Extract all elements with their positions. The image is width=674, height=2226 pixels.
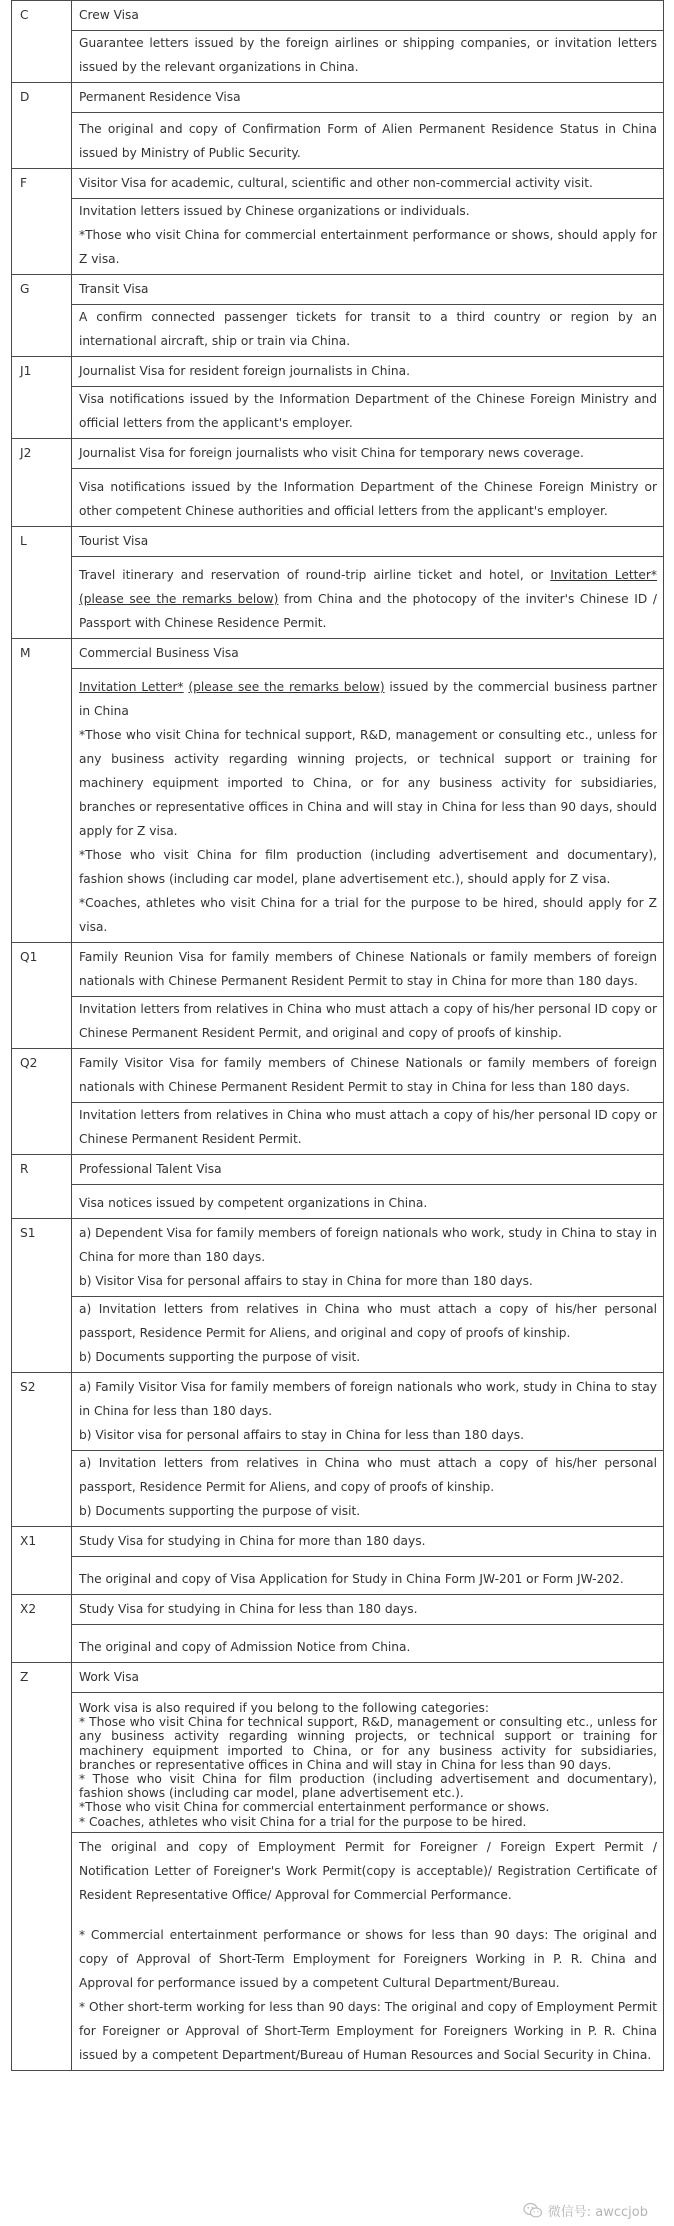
visa-title bbox=[72, 943, 664, 997]
visa-title bbox=[72, 169, 664, 199]
visa-docs-row bbox=[12, 1297, 664, 1373]
visa-title bbox=[72, 1, 664, 31]
required-documents bbox=[72, 1185, 664, 1219]
required-documents bbox=[72, 1625, 664, 1663]
doc-text: Invitation letters from relatives in China who must attach a copy of his/her personal ID copy or Chinese Permanent Resident Permit, and original and copy of proofs of kinship. bbox=[79, 1002, 657, 1040]
required-documents bbox=[72, 1451, 664, 1527]
visa-title bbox=[72, 1373, 664, 1451]
visa-code: L bbox=[12, 527, 72, 639]
visa-docs-row bbox=[12, 387, 664, 439]
doc-line bbox=[79, 1191, 657, 1215]
visa-title-text: Permanent Residence Visa bbox=[79, 90, 241, 104]
visa-code: C bbox=[12, 1, 72, 83]
doc-line bbox=[79, 223, 657, 271]
doc-text: The original and copy of Visa Application for Study in China Form JW-201 or Form JW-202. bbox=[79, 1572, 624, 1586]
doc-line bbox=[79, 1499, 657, 1523]
doc-line bbox=[79, 997, 657, 1045]
doc-text: *Those who visit China for commercial entertainment performance or shows. bbox=[79, 1800, 550, 1815]
visa-docs-row bbox=[12, 113, 664, 169]
doc-line bbox=[79, 1635, 657, 1659]
doc-line bbox=[79, 1907, 657, 1923]
watermark-label: 微信号: awccjob bbox=[547, 2205, 648, 2220]
visa-code: X1 bbox=[12, 1527, 72, 1595]
doc-line bbox=[79, 31, 657, 79]
doc-line bbox=[79, 723, 657, 843]
doc-line bbox=[79, 563, 657, 635]
doc-line bbox=[79, 1451, 657, 1499]
visa-title-text: Transit Visa bbox=[79, 282, 149, 296]
required-documents bbox=[72, 387, 664, 439]
visa-title bbox=[72, 1049, 664, 1103]
visa-code: M bbox=[12, 639, 72, 943]
wechat-watermark bbox=[523, 2201, 648, 2220]
visa-row-z bbox=[12, 1663, 664, 1693]
required-documents bbox=[72, 1693, 664, 1833]
doc-text: issued by the commercial business partner in China bbox=[79, 680, 658, 718]
doc-text: Visa notices issued by competent organizations in China. bbox=[79, 1196, 428, 1210]
required-documents bbox=[72, 469, 664, 527]
visa-code: S1 bbox=[12, 1219, 72, 1373]
remark-link[interactable]: Invitation Letter* bbox=[550, 568, 657, 582]
visa-title bbox=[72, 275, 664, 305]
visa-title bbox=[72, 1663, 664, 1693]
visa-code: F bbox=[12, 169, 72, 275]
visa-title-text: Study Visa for studying in China for more than 180 days. bbox=[79, 1534, 426, 1548]
visa-code: D bbox=[12, 83, 72, 169]
visa-docs-row bbox=[12, 1451, 664, 1527]
visa-docs-row bbox=[12, 1625, 664, 1663]
visa-code: Q1 bbox=[12, 943, 72, 1049]
doc-text: * Coaches, athletes who visit China for a trial for the purpose to be hired. bbox=[79, 1814, 527, 1829]
doc-line bbox=[79, 1103, 657, 1151]
visa-title-text: Professional Talent Visa bbox=[79, 1162, 222, 1176]
doc-line bbox=[79, 475, 657, 523]
visa-docs-row bbox=[12, 31, 664, 83]
visa-row-s2 bbox=[12, 1373, 664, 1451]
doc-line bbox=[79, 1995, 657, 2067]
doc-line bbox=[79, 1800, 657, 1814]
visa-code: J2 bbox=[12, 439, 72, 527]
doc-line bbox=[79, 387, 657, 435]
visa-docs-row bbox=[12, 1693, 664, 1833]
visa-row-x2 bbox=[12, 1595, 664, 1625]
visa-title bbox=[72, 83, 664, 113]
visa-code: Z bbox=[12, 1663, 72, 2071]
required-documents bbox=[72, 669, 664, 943]
doc-text: *Coaches, athletes who visit China for a trial for the purpose to be hired, should apply for Z visa. bbox=[79, 896, 657, 934]
visa-row-m bbox=[12, 639, 664, 669]
visa-docs-row bbox=[12, 669, 664, 943]
doc-text: *Those who visit China for commercial entertainment performance or shows, should apply for Z visa. bbox=[79, 228, 657, 266]
visa-title bbox=[72, 357, 664, 387]
visa-row-f bbox=[12, 169, 664, 199]
visa-docs-row bbox=[12, 1103, 664, 1155]
doc-text: Visa notifications issued by the Information Department of the Chinese Foreign Ministry or other competent Chinese authorities and official letters from the applicant's employer. bbox=[79, 480, 657, 518]
doc-text: a) Invitation letters from relatives in China who must attach a copy of his/her personal passport, Residence Permit for Aliens, and original and copy of proofs of kinship. bbox=[79, 1302, 657, 1340]
doc-text: The original and copy of Employment Permit for Foreigner / Foreign Expert Permit / Notification Letter of Foreigner's Work Permit(copy is acceptable)/ Registration Certificate of Resident Representative Office/ Approval for Commercial Performance. bbox=[79, 1839, 657, 1902]
doc-line bbox=[79, 1772, 657, 1800]
visa-requirements-table bbox=[11, 0, 664, 2071]
doc-line bbox=[79, 117, 657, 165]
visa-title-text: Visitor Visa for academic, cultural, scientific and other non-commercial activity visit. bbox=[79, 176, 593, 190]
remark-link[interactable]: (please see the remarks below) bbox=[79, 592, 279, 606]
visa-title-line: a) Dependent Visa for family members of foreign nationals who work, study in China to stay in China for more than 180 days. bbox=[79, 1226, 657, 1264]
visa-title bbox=[72, 1595, 664, 1625]
visa-row-g bbox=[12, 275, 664, 305]
visa-title-text: Journalist Visa for foreign journalists who visit China for temporary news coverage. bbox=[79, 446, 584, 460]
required-documents bbox=[72, 305, 664, 357]
visa-title-text: Study Visa for studying in China for less than 180 days. bbox=[79, 1602, 418, 1616]
visa-row-d bbox=[12, 83, 664, 113]
required-documents bbox=[72, 1297, 664, 1373]
doc-text: * Those who visit China for technical support, R&D, management or consulting etc., unless for any business activity regarding winning projects, or technical support or training for machinery equipment imported to China, or for any business activity for subsidiaries, branches or representative offices in China and will stay in China for less than 90 days. bbox=[79, 1715, 657, 1772]
doc-line bbox=[79, 1715, 657, 1772]
doc-text: a) Invitation letters from relatives in China who must attach a copy of his/her personal passport, Residence Permit for Aliens, and copy of proofs of kinship. bbox=[79, 1456, 657, 1494]
visa-title-text: Family Reunion Visa for family members of Chinese Nationals or family members of foreign nationals with Chinese Permanent Resident Permit to stay in China for more than 180 days. bbox=[79, 950, 657, 988]
doc-text: *Those who visit China for technical support, R&D, management or consulting etc., unless for any business activity regarding winning projects, or technical support or training for machinery equipment imported to China, or for any business activity for subsidiaries, branches or representative offices in China and will stay in China for less than 90 days, should apply for Z visa. bbox=[79, 728, 657, 838]
doc-line bbox=[79, 1815, 657, 1829]
doc-line bbox=[79, 1923, 657, 1995]
visa-code: X2 bbox=[12, 1595, 72, 1663]
visa-docs-row bbox=[12, 557, 664, 639]
required-documents bbox=[72, 31, 664, 83]
doc-line bbox=[79, 199, 657, 223]
doc-line bbox=[79, 675, 657, 723]
visa-row-l bbox=[12, 527, 664, 557]
doc-line bbox=[79, 1567, 657, 1591]
required-documents bbox=[72, 199, 664, 275]
visa-docs-row bbox=[12, 469, 664, 527]
doc-text: Work visa is also required if you belong to the following categories: bbox=[79, 1701, 489, 1715]
required-documents bbox=[72, 557, 664, 639]
doc-line bbox=[79, 1701, 657, 1715]
visa-title bbox=[72, 1527, 664, 1557]
remark-link[interactable]: (please see the remarks below) bbox=[188, 680, 385, 694]
doc-line bbox=[79, 305, 657, 353]
visa-title-text: Work Visa bbox=[79, 1670, 140, 1684]
doc-line bbox=[79, 1345, 657, 1369]
doc-line bbox=[79, 1297, 657, 1345]
remark-link[interactable]: Invitation Letter* bbox=[79, 680, 184, 694]
visa-title-text: Crew Visa bbox=[79, 8, 139, 22]
visa-docs-row bbox=[12, 997, 664, 1049]
visa-title bbox=[72, 1219, 664, 1297]
visa-title-line: a) Family Visitor Visa for family members of foreign nationals who work, study in China to stay in China for less than 180 days. bbox=[79, 1380, 657, 1418]
visa-row-r bbox=[12, 1155, 664, 1185]
wechat-icon bbox=[523, 2202, 543, 2219]
doc-text: The original and copy of Admission Notice from China. bbox=[79, 1640, 411, 1654]
doc-text: * Commercial entertainment performance or shows for less than 90 days: The original and copy of Approval of Short-Term Employment for Foreigners Working in P. R. China and Approval for performance issued by a competent Cultural Department/Bureau. bbox=[79, 1927, 657, 1990]
required-documents bbox=[72, 1557, 664, 1595]
doc-text: b) Documents supporting the purpose of visit. bbox=[79, 1504, 361, 1518]
visa-code: J1 bbox=[12, 357, 72, 439]
visa-row-q2 bbox=[12, 1049, 664, 1103]
doc-text: A confirm connected passenger tickets for transit to a third country or region by an international aircraft, ship or train via China. bbox=[79, 310, 657, 348]
visa-docs-row bbox=[12, 199, 664, 275]
visa-title-text: Commercial Business Visa bbox=[79, 646, 239, 660]
doc-text: The original and copy of Confirmation Form of Alien Permanent Residence Status in China issued by Ministry of Public Security. bbox=[79, 122, 657, 160]
doc-text: Travel itinerary and reservation of round-trip airline ticket and hotel, or bbox=[79, 568, 551, 582]
doc-line bbox=[79, 891, 657, 939]
required-documents-secondary bbox=[72, 1832, 664, 2070]
doc-text: * Those who visit China for film production (including advertisement and documentary), fashion shows (including car model, plane advertisement etc.). bbox=[79, 1772, 657, 1801]
visa-title bbox=[72, 639, 664, 669]
visa-title-text: Tourist Visa bbox=[79, 534, 149, 548]
visa-docs-row bbox=[12, 1185, 664, 1219]
visa-title bbox=[72, 527, 664, 557]
doc-line bbox=[79, 843, 657, 891]
visa-row-j1 bbox=[12, 357, 664, 387]
required-documents bbox=[72, 1103, 664, 1155]
visa-row-s1 bbox=[12, 1219, 664, 1297]
visa-title-line: b) Visitor visa for personal affairs to stay in China for less than 180 days. bbox=[79, 1428, 524, 1442]
visa-code: R bbox=[12, 1155, 72, 1219]
visa-row-j2 bbox=[12, 439, 664, 469]
doc-text: * Other short-term working for less than 90 days: The original and copy of Employment Permit for Foreigner or Approval of Short-Term Employment for Foreigners Working in P. R. China issued by a competent Department/Bureau of Human Resources and Social Security in China. bbox=[79, 1999, 657, 2062]
doc-text: Invitation letters from relatives in China who must attach a copy of his/her personal ID copy or Chinese Permanent Resident Permit. bbox=[79, 1108, 657, 1146]
visa-docs-row bbox=[12, 305, 664, 357]
visa-title-text: Family Visitor Visa for family members of Chinese Nationals or family members of foreign nationals with Chinese Permanent Resident Permit to stay in China for less than 180 days. bbox=[79, 1056, 657, 1094]
doc-text: b) Documents supporting the purpose of visit. bbox=[79, 1350, 361, 1364]
visa-title bbox=[72, 1155, 664, 1185]
required-documents bbox=[72, 997, 664, 1049]
visa-docs-row bbox=[12, 1557, 664, 1595]
doc-text: *Those who visit China for film production (including advertisement and documentary), fashion shows (including car model, plane advertisement etc.), should apply for Z visa. bbox=[79, 848, 657, 886]
doc-text: Guarantee letters issued by the foreign airlines or shipping companies, or invitation letters issued by the relevant organizations in China. bbox=[79, 36, 657, 74]
visa-code: G bbox=[12, 275, 72, 357]
visa-title bbox=[72, 439, 664, 469]
doc-text: Visa notifications issued by the Information Department of the Chinese Foreign Ministry and official letters from the applicant's employer. bbox=[79, 392, 657, 430]
doc-text: from China and the photocopy of the inviter's Chinese ID / Passport with Chinese Residence Permit. bbox=[79, 592, 657, 630]
visa-row-q1 bbox=[12, 943, 664, 997]
required-documents bbox=[72, 113, 664, 169]
visa-code: Q2 bbox=[12, 1049, 72, 1155]
visa-docs-row-secondary bbox=[12, 1832, 664, 2070]
visa-row-x1 bbox=[12, 1527, 664, 1557]
doc-line bbox=[79, 1835, 657, 1907]
visa-row-c bbox=[12, 1, 664, 31]
doc-text: Invitation letters issued by Chinese organizations or individuals. bbox=[79, 204, 470, 218]
visa-title-text: Journalist Visa for resident foreign journalists in China. bbox=[79, 364, 410, 378]
visa-code: S2 bbox=[12, 1373, 72, 1527]
visa-title-line: b) Visitor Visa for personal affairs to stay in China for more than 180 days. bbox=[79, 1274, 533, 1288]
